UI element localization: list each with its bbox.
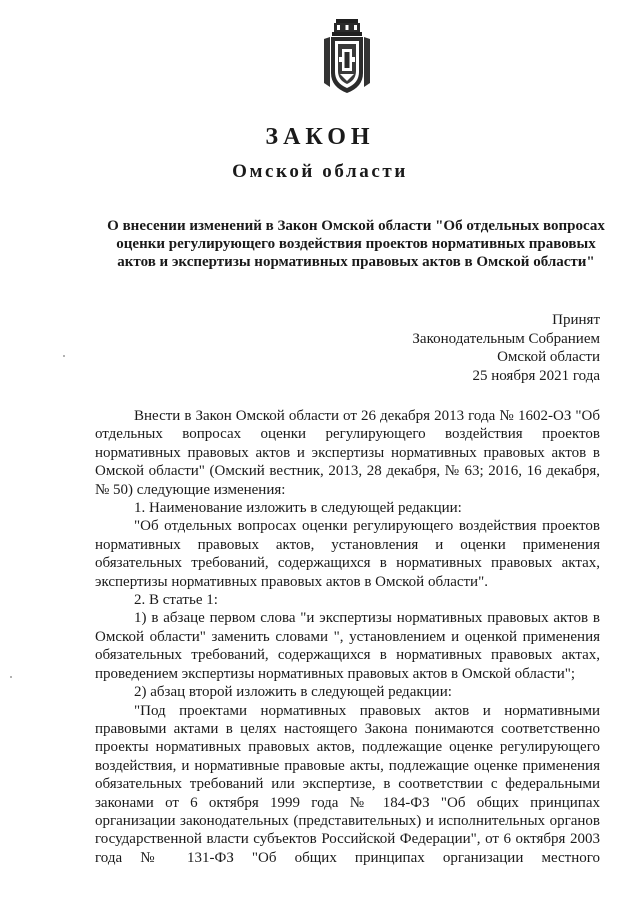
body-paragraph: "Под проектами нормативных правовых актов и нормативными правовыми актами в целях настоящего Закона понимаются соответственно проекты нормативных правовых актов, подлежащие оценке регулирующего воздействия, и нормативные правовые акты, подлежащие оценке применения обязательных требований или экспертизе, в соответствии с федеральными законами от 6 октября 1999 года № 184-ФЗ "Об общих принципах организации законодательных (представительных) и исполнительных органов государственной власти субъектов Российской Федерации", от 6 октября 2003 года № 131-ФЗ "Об общих принципах организации местного xyxy=(95,702,600,866)
body-paragraph: "Об отдельных вопросах оценки регулирующего воздействия проектов нормативных правовых актов, установления и оценки применения обязательных требований, содержащихся в нормативных правовых актах, экспертизы нормативных правовых актов в Омской области". xyxy=(95,518,600,590)
document-title: ЗАКОН xyxy=(265,124,375,150)
adopted-date: 25 ноября 2021 года xyxy=(472,367,600,384)
body-paragraph: 2) абзац второй изложить в следующей редакции: xyxy=(134,684,452,701)
adopted-by: Законодательным Собранием xyxy=(412,330,600,347)
body-paragraph: Внести в Закон Омской области от 26 декабря 2013 года № 1602-ОЗ "Об отдельных вопросах оценки регулирующего воздействия проектов нормативных правовых актов и экспертизы нормативных правовых актов в Омской области" (Омский вестник, 2013, 28 декабря, № 63; 2016, 16 декабря, № 50) следующие изменения: xyxy=(95,408,600,498)
law-heading: О внесении изменений в Закон Омской области "Об отдельных вопросах оценки регулирующего воздействия проектов нормативных правовых актов и экспертизы нормативных правовых актов в Омской области" xyxy=(107,218,605,270)
document-region: Омской области xyxy=(232,161,408,182)
body-paragraph: 1) в абзаце первом слова "и экспертизы нормативных правовых актов в Омской области" заменить словами ", установлением и оценкой применения обязательных требований, содержащихся в нормативных правовых актах, проведением экспертизы нормативных правовых актов в Омской области"; xyxy=(95,610,600,682)
scan-speck xyxy=(10,676,12,678)
body-paragraph: 2. В статье 1: xyxy=(134,592,218,609)
scan-speck xyxy=(63,355,65,357)
adoption-block xyxy=(412,311,600,385)
omsk-coat-of-arms-icon xyxy=(322,17,372,97)
adopted-label: Принят xyxy=(552,312,600,328)
adopted-region: Омской области xyxy=(497,349,600,365)
law-body xyxy=(95,407,600,867)
body-paragraph: 1. Наименование изложить в следующей редакции: xyxy=(134,500,462,517)
